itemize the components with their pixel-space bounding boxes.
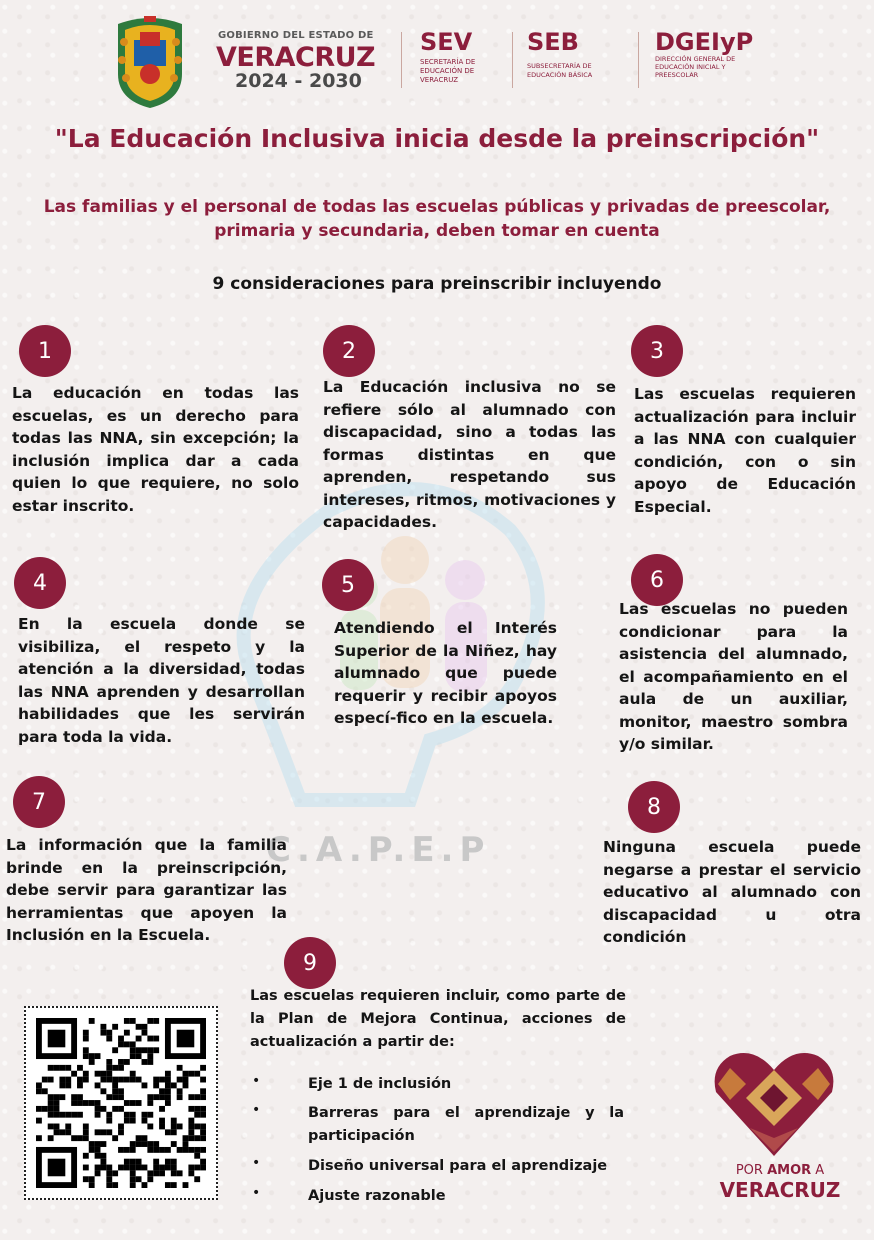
bullet-item: Ajuste razonable [308, 1188, 446, 1204]
item-text-8: Ninguna escuela puede negarse a prestar el servicio educativo al alumnado con discapacidad u otra condición [603, 838, 861, 946]
item-number-4: 4 [14, 557, 66, 609]
dgeiyp-logo-title: DGEIyP [655, 28, 754, 56]
header-divider [512, 32, 513, 88]
bullet-item: Diseño universal para el aprendizaje [308, 1158, 608, 1174]
page-subtitle: Las familias y el personal de todas las escuelas públicas y privadas de preescolar, primaria y secundaria, deben tomar en cuenta [43, 197, 831, 241]
dgeiyp-logo-subtitle: DIRECCIÓN GENERAL DE EDUCACIÓN INICIAL Y PREESCOLAR [655, 55, 736, 79]
item-text-6: Las escuelas no pueden condicionar para la asistencia del alumnado, el acompañamiento en el aula de un auxiliar, monitor, maestro sombra y/o similar. [619, 600, 848, 753]
header-divider [401, 32, 402, 88]
administration-period: 2024 - 2030 [235, 70, 362, 92]
watermark-text: C.A.P.E.P [266, 830, 491, 870]
brand-text: POR [735, 1163, 768, 1178]
bullet-marker: • [252, 1073, 261, 1089]
item-number-3: 3 [631, 325, 683, 377]
header-divider [638, 32, 639, 88]
seb-logo-title: SEB [527, 28, 579, 56]
veracruz-coat-of-arms-logo [110, 12, 190, 110]
government-label: GOBIERNO DEL ESTADO DE [218, 30, 374, 41]
item-text-2: La Educación inclusiva no se refiere sólo al alumnado con discapacidad, sino a todas las formas distintas en que aprenden, respetando sus intereses, ritmos, motivaciones y capacidades. [323, 378, 616, 531]
item-text-1: La educación en todas las escuelas, es un derecho para todas las NNA, sin excepción; la inclusión implica dar a cada quien lo que requiere, no solo estar inscrito. [12, 384, 299, 515]
sev-logo-title: SEV [420, 28, 473, 56]
item-number-8: 8 [628, 781, 680, 833]
bullet-marker: • [252, 1185, 261, 1201]
item-text-9: Las escuelas requieren incluir, como parte de la Plan de Mejora Continua, acciones de actualización a partir de: [250, 988, 626, 1050]
section-heading: 9 consideraciones para preinscribir incluyendo [212, 274, 662, 294]
item-number-7: 7 [13, 776, 65, 828]
item-number-2: 2 [323, 325, 375, 377]
bullet-marker: • [252, 1155, 261, 1171]
page-title: "La Educación Inclusiva inicia desde la preinscripción" [54, 124, 820, 153]
item-number-9: 9 [284, 937, 336, 989]
item-number-1: 1 [19, 325, 71, 377]
item-text-5: Atendiendo el Interés Superior de la Niñez, hay alumnado que puede requerir y recibir apoyos especí-fico en la escuela. [334, 619, 557, 727]
brand-text: A [811, 1163, 825, 1178]
qr-code[interactable] [24, 1006, 218, 1200]
brand-text-bold: AMOR [767, 1163, 812, 1178]
item-number-5: 5 [322, 559, 374, 611]
state-name: VERACRUZ [216, 42, 376, 73]
item-text-7: La información que la familia brinde en la preinscripción, debe servir para garantizar las herramientas que apoyen la Inclusión en la Escuela. [6, 836, 287, 944]
bullet-item: Eje 1 de inclusión [308, 1076, 452, 1092]
seb-logo-subtitle: SUBSECRETARÍA DE EDUCACIÓN BÁSICA [527, 62, 593, 79]
item-number-6: 6 [631, 554, 683, 606]
qr-code-graphic [26, 1008, 216, 1198]
bullet-marker: • [252, 1102, 261, 1118]
por-amor-a-veracruz-heart-logo [710, 1048, 838, 1158]
item-text-4: En la escuela donde se visibiliza, el respeto y la atención a la diversidad, todas las NNA aprenden y desarrollan habilidades que les servirán para toda la vida. [18, 615, 305, 746]
item-text-3: Las escuelas requieren actualización para incluir a las NNA con cualquier condición, con o sin apoyo de Educación Especial. [634, 385, 856, 516]
sev-logo-subtitle: SECRETARÍA DE EDUCACIÓN DE VERACRUZ [420, 58, 476, 84]
bullet-item: Barreras para el aprendizaje y la participación [308, 1105, 624, 1144]
brand-line-2: VERACRUZ [719, 1178, 841, 1202]
brand-line-1 [720, 1163, 840, 1178]
